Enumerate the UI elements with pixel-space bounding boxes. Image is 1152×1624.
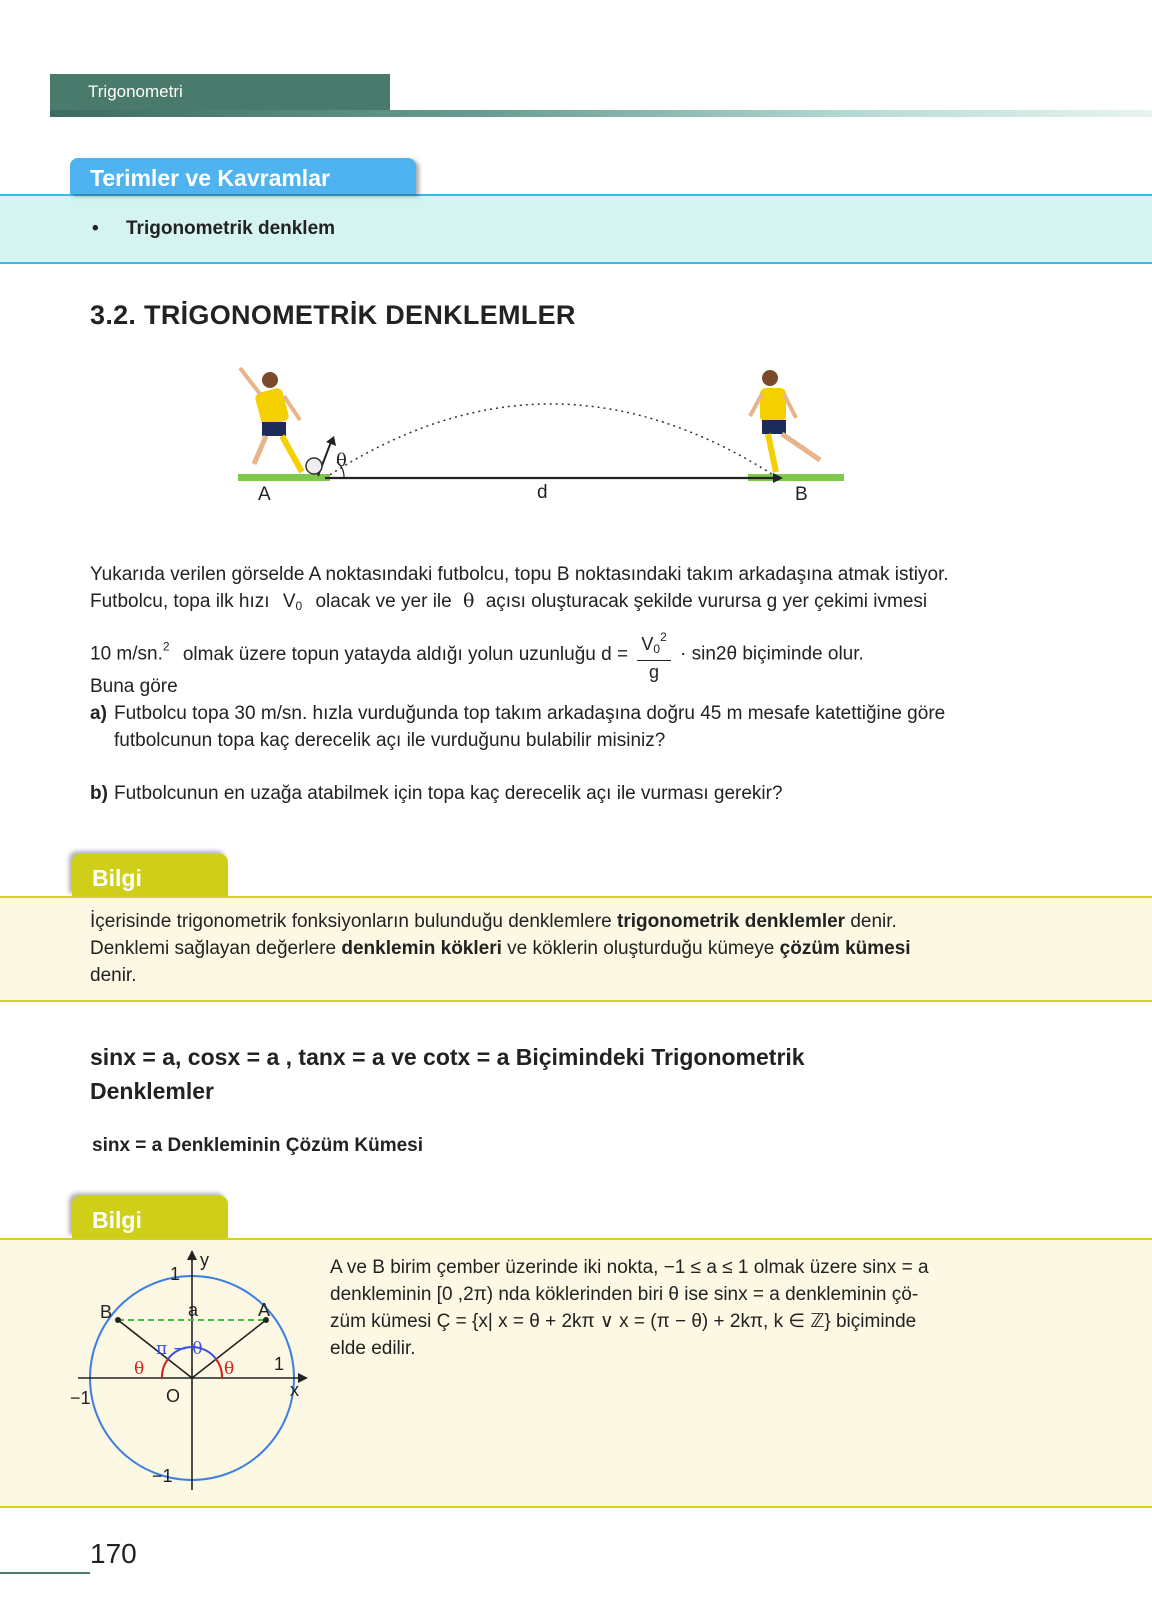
header-gradient-bar xyxy=(50,110,1152,117)
info-1-text xyxy=(90,908,1130,989)
text: V xyxy=(282,591,296,612)
text: V xyxy=(641,634,654,654)
tick-neg-1-left: −1 xyxy=(70,1388,91,1408)
section-title: 3.2. TRİGONOMETRİK DENKLEMLER xyxy=(90,300,576,330)
info-2-line-2: denkleminin [0 ,2π) nda köklerinden biri θ ise sinx = a denkleminin çö- xyxy=(330,1284,919,1305)
info-1-line-3: denir. xyxy=(90,965,137,986)
text: olmak üzere topun yatayda aldığı yolun uzunluğu d = xyxy=(182,643,629,665)
theta-arc-right xyxy=(216,1359,222,1378)
bold-term: denklemin kökleri xyxy=(341,938,502,959)
terms-item xyxy=(92,218,335,240)
b-point-label: B xyxy=(100,1302,113,1322)
text: İçerisinde trigonometrik fonksiyonların bulunduğu denklemlere xyxy=(90,911,618,932)
problem-line-2 xyxy=(90,588,1130,620)
theta-right-label: θ xyxy=(224,1359,235,1379)
tick-1-top: 1 xyxy=(170,1264,181,1284)
info-tab-2: Bilgi xyxy=(72,1196,228,1238)
problem-line-1: Yukarıda verilen görselde A noktasındaki futbolcu, topu B noktasındaki takım arkadaşına atmak istiyor. xyxy=(90,564,949,585)
bold-term: çözüm kümesi xyxy=(779,938,911,959)
origin-label: O xyxy=(166,1386,181,1406)
theta-left-label: θ xyxy=(134,1359,145,1379)
distance-label: d xyxy=(537,482,548,503)
terms-item-text: Trigonometrik denklem xyxy=(126,218,336,239)
unit-circle-diagram xyxy=(60,1250,320,1500)
point-b xyxy=(115,1317,121,1323)
info-2-line-3: züm kümesi Ç = {x| x = θ + 2kπ ∨ x = (π − θ) + 2kπ, k ∈ ℤ} biçiminde xyxy=(330,1311,917,1332)
info-tab-1: Bilgi xyxy=(72,854,228,896)
question-a-label: a) xyxy=(90,703,107,724)
tick-neg-1-bottom: −1 xyxy=(152,1466,173,1486)
x-axis-label: x xyxy=(290,1380,299,1400)
text: 10 m/sn. xyxy=(90,643,163,665)
question-b-label: b) xyxy=(90,783,108,804)
bold-term: trigonometrik denklemler xyxy=(617,911,846,932)
y-axis-arrow xyxy=(187,1250,197,1260)
page-number-rule xyxy=(0,1572,90,1574)
fraction-denominator: g xyxy=(649,662,660,682)
kicking-player-icon xyxy=(240,368,322,474)
subsection-subheading: sinx = a Denkleminin Çözüm Kümesi xyxy=(92,1135,424,1156)
text: Futbolcu topa 30 m/sn. hızla vurduğunda top takım arkadaşına doğru 45 m mesafe katettiğine göre xyxy=(114,703,946,724)
v0-symbol xyxy=(283,591,302,612)
soccer-figure xyxy=(230,360,870,520)
tick-1-right: 1 xyxy=(274,1354,285,1374)
text: ve köklerin oluşturduğu kümeye xyxy=(501,938,780,959)
subscript: 0 xyxy=(295,599,303,613)
info-2-line-4: elde edilir. xyxy=(330,1338,416,1359)
info-2-text xyxy=(330,1254,1130,1362)
text: olacak ve yer ile xyxy=(315,591,452,612)
y-axis-label: y xyxy=(200,1250,209,1270)
superscript: 2 xyxy=(660,630,667,644)
question-a xyxy=(90,700,1130,754)
x-axis-arrow xyxy=(298,1373,308,1383)
theta-label: θ xyxy=(336,450,347,471)
point-b-label: B xyxy=(795,484,808,505)
subscript: 0 xyxy=(653,642,661,656)
pi-minus-theta-label: π − θ xyxy=(156,1339,203,1359)
receiving-player-icon xyxy=(750,370,820,472)
question-a-text xyxy=(114,700,945,754)
questions xyxy=(90,673,1130,807)
a-label: a xyxy=(188,1300,199,1320)
problem-paragraph xyxy=(90,561,1130,683)
text: Denklemi sağlayan değerlere xyxy=(90,938,342,959)
info-2-line-1: A ve B birim çember üzerinde iki nokta, −1 ≤ a ≤ 1 olmak üzere sinx = a xyxy=(330,1257,929,1278)
text: denir. xyxy=(845,911,897,932)
theta-symbol: θ xyxy=(463,590,475,612)
info-1-line-1 xyxy=(90,908,1130,935)
chapter-title: Trigonometri xyxy=(88,82,183,101)
point-a-label: A xyxy=(258,484,271,505)
superscript: 2 xyxy=(162,639,170,654)
heading-line-2: Denklemler xyxy=(90,1078,215,1104)
question-b-text: Futbolcunun en uzağa atabilmek için topa kaç derecelik açı ile vurması gerekir? xyxy=(114,783,783,804)
a-point-label: A xyxy=(258,1300,271,1320)
theta-arc-left xyxy=(162,1359,168,1378)
heading-line-1: sinx = a, cosx = a , tanx = a ve cotx = a Biçimindeki Trigonometrik xyxy=(90,1044,805,1070)
bullet: • xyxy=(92,218,99,239)
fraction-numerator xyxy=(637,626,670,661)
grass-left xyxy=(238,474,330,481)
question-b xyxy=(90,780,1130,807)
info-1-line-2 xyxy=(90,935,1130,962)
chapter-header-tab xyxy=(50,74,390,110)
text: açısı oluşturacak şekilde vurursa g yer çekimi ivmesi xyxy=(485,591,928,612)
questions-intro: Buna göre xyxy=(90,676,178,697)
subsection-heading xyxy=(90,1040,1130,1108)
ball-trajectory xyxy=(325,404,778,478)
text: Futbolcu, topa ilk hızı xyxy=(90,591,270,612)
text: · sin2θ biçiminde olur. xyxy=(680,643,864,665)
text: futbolcunun topa kaç derecelik açı ile vurduğunu bulabilir misiniz? xyxy=(114,730,666,751)
page-number: 170 xyxy=(90,1538,137,1569)
terms-tab: Terimler ve Kavramlar xyxy=(70,158,416,194)
